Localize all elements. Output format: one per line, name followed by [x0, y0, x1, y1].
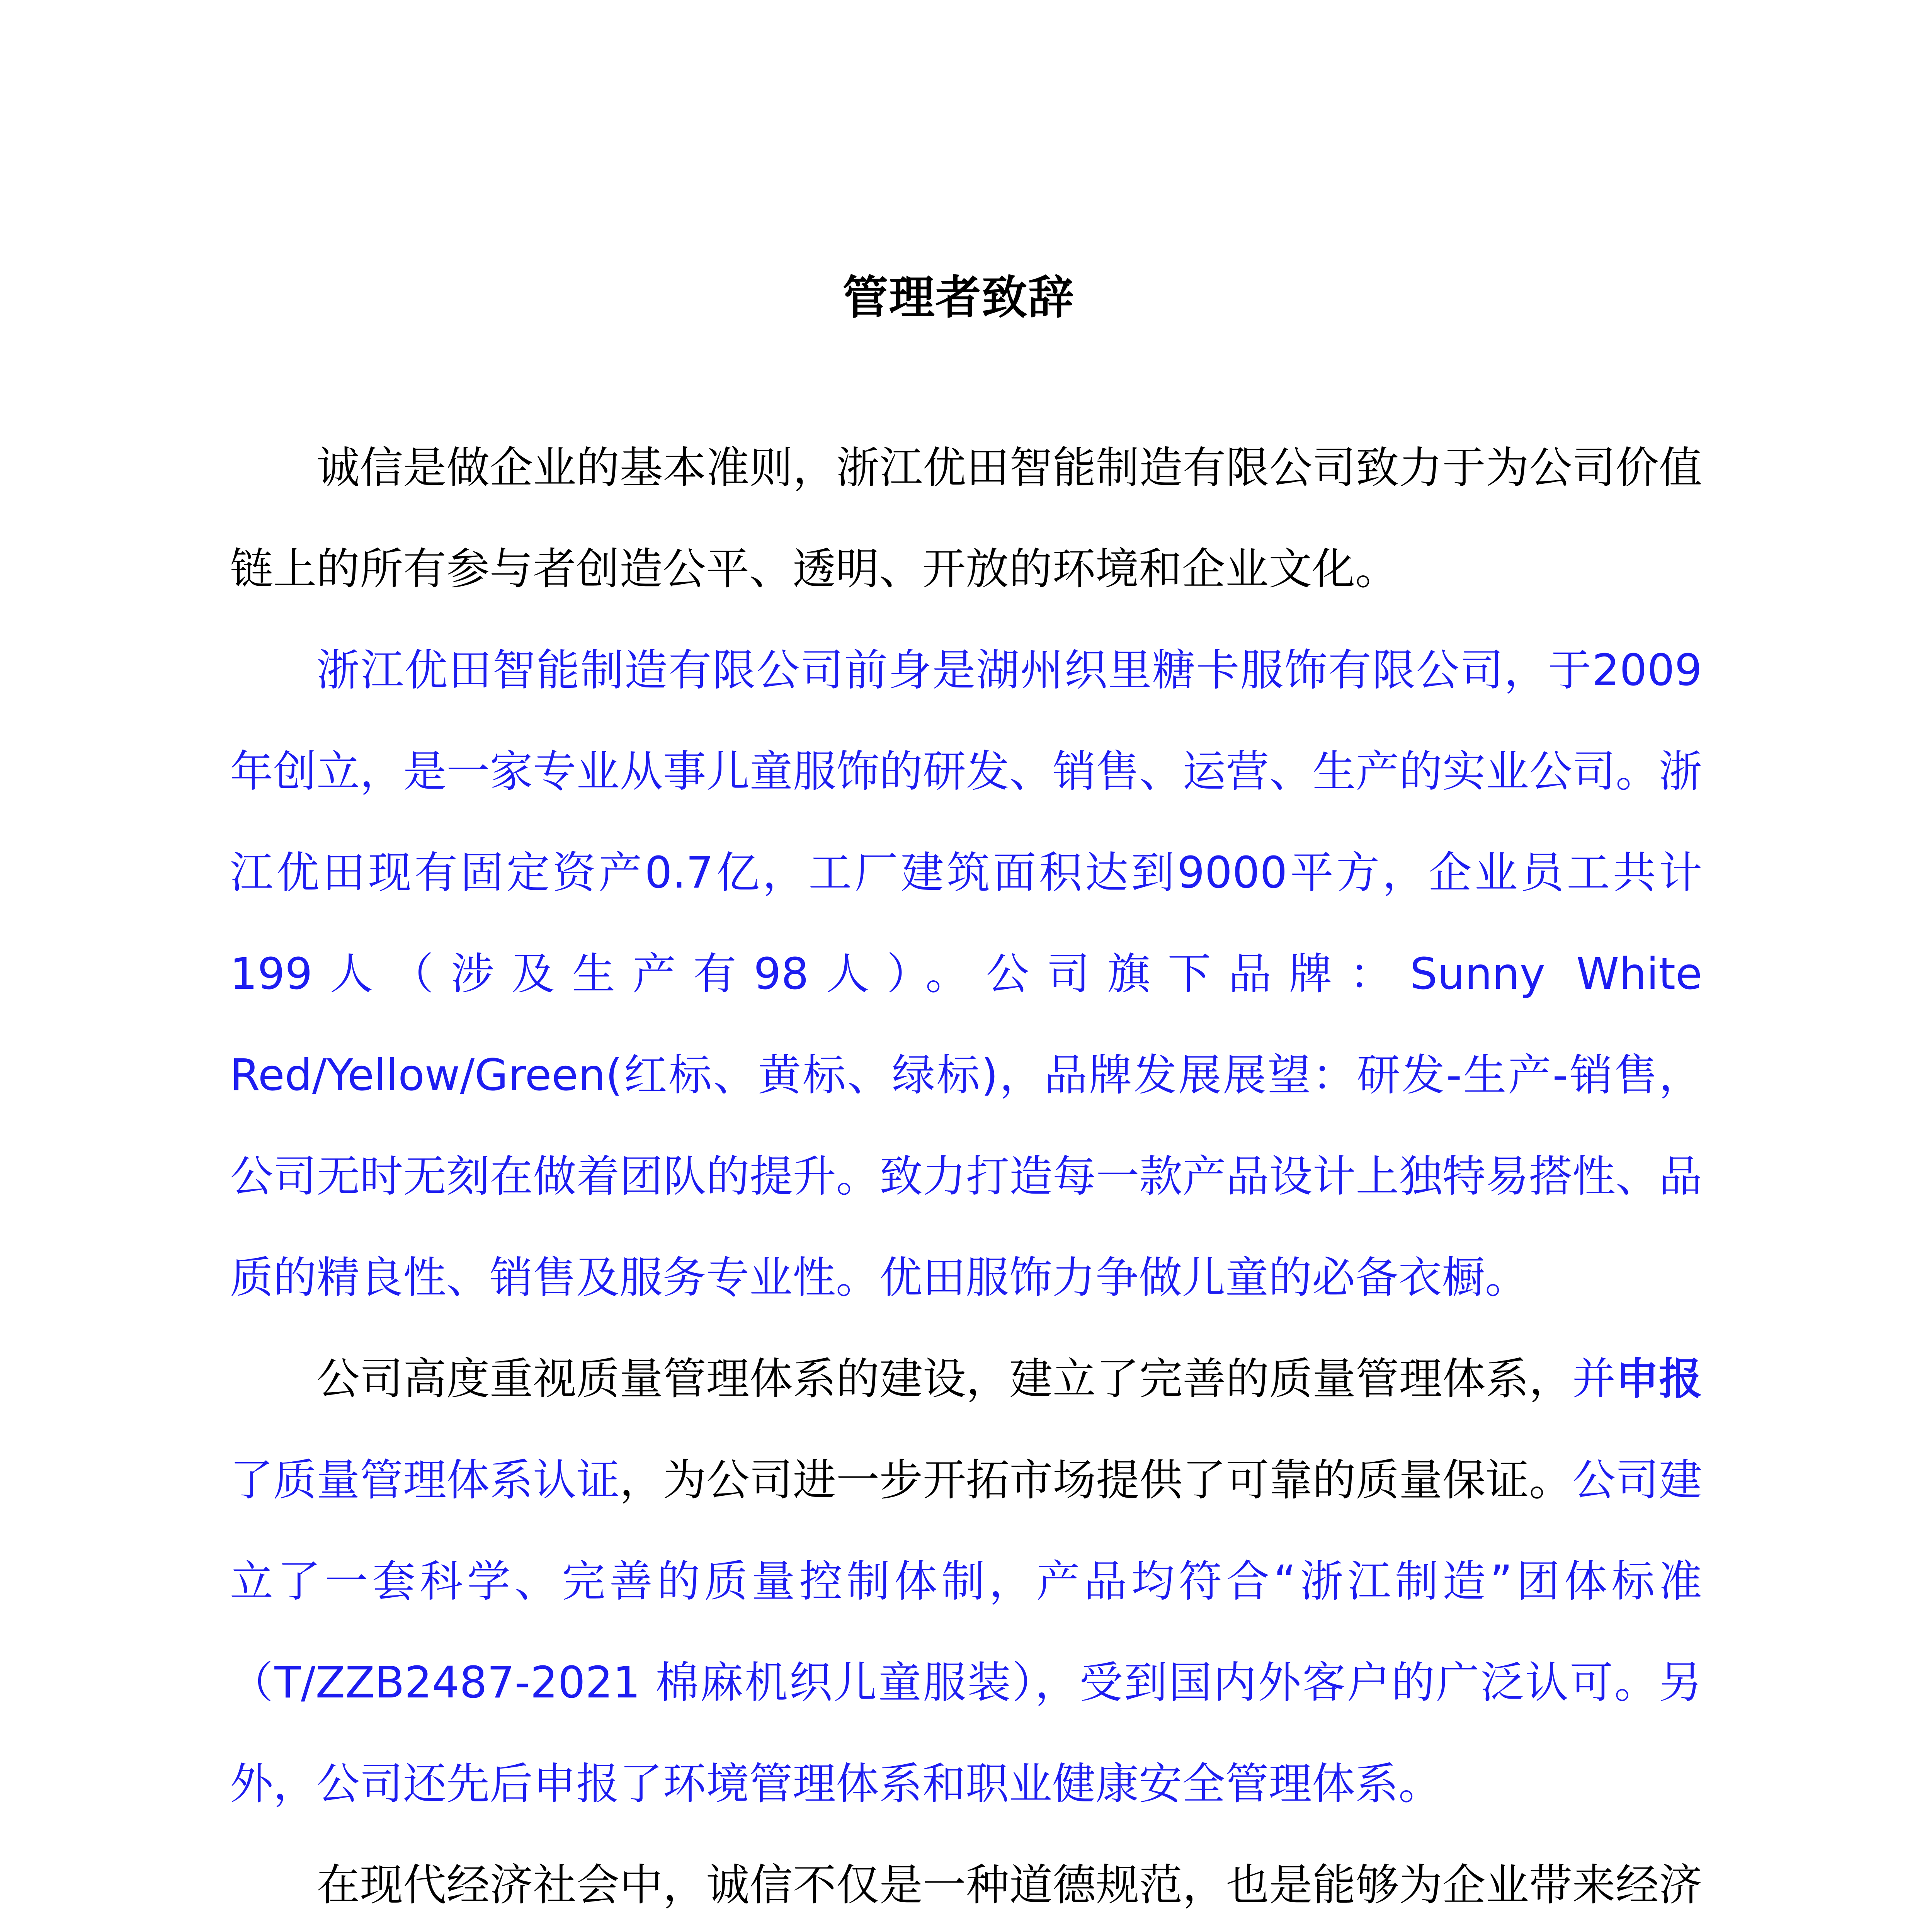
quality-text-highlight-certification: 了质量管理体系认证 — [230, 1455, 620, 1505]
quality-text-market: ，为公司进一步开拓市场提供了可靠的质量保证。 — [619, 1455, 1572, 1505]
page-title: 管理者致辞 — [842, 271, 1075, 324]
paragraph-economic-integrity: 在现代经济社会中，诚信不仅是一种道德规范，也是能够为企业带来经济 — [316, 1860, 1702, 1910]
quality-text-intro: 公司高度重视质量管理体系的建设，建立了完善的质量管理体系， — [316, 1354, 1572, 1404]
quality-text-standard: 公司建立了一套科学、完善的质量控制体制，产品均符合“浙江制造”团体标准（T/ZZB2487-2021 棉麻机织儿童服装），受到国内外客户的广泛认可。另外，公司还先后申报了环境管理体系和职业健康安全管理体系。 — [230, 1455, 1703, 1809]
quality-text-highlight-bold: 申报 — [1615, 1354, 1703, 1404]
quality-text-highlight-and: 并 — [1572, 1354, 1616, 1404]
document-body — [230, 417, 1702, 1932]
paragraph-company-profile: 浙江优田智能制造有限公司前身是湖州织里糖卡服饰有限公司，于2009年创立，是一家专业从事儿童服饰的研发、销售、运营、生产的实业公司。浙江优田现有固定资产0.7亿，工厂建筑面积达到9000平方，企业员工共计199人（涉及生产有98人）。公司旗下品牌：Sunny White Red/Yellow/Green(红标、黄标、绿标)，品牌发展展望：研发-生产-销售，公司无时无刻在做着团队的提升。致力打造每一款产品设计上独特易搭性、品质的精良性、销售及服务专业性。优田服饰力争做儿童的必备衣橱。 — [230, 645, 1702, 1303]
paragraph-integrity: 诚信是做企业的基本准则，浙江优田智能制造有限公司致力于为公司价值链上的所有参与者创造公平、透明、开放的环境和企业文化。 — [230, 443, 1702, 594]
paragraph-quality-system — [230, 1328, 1702, 1835]
